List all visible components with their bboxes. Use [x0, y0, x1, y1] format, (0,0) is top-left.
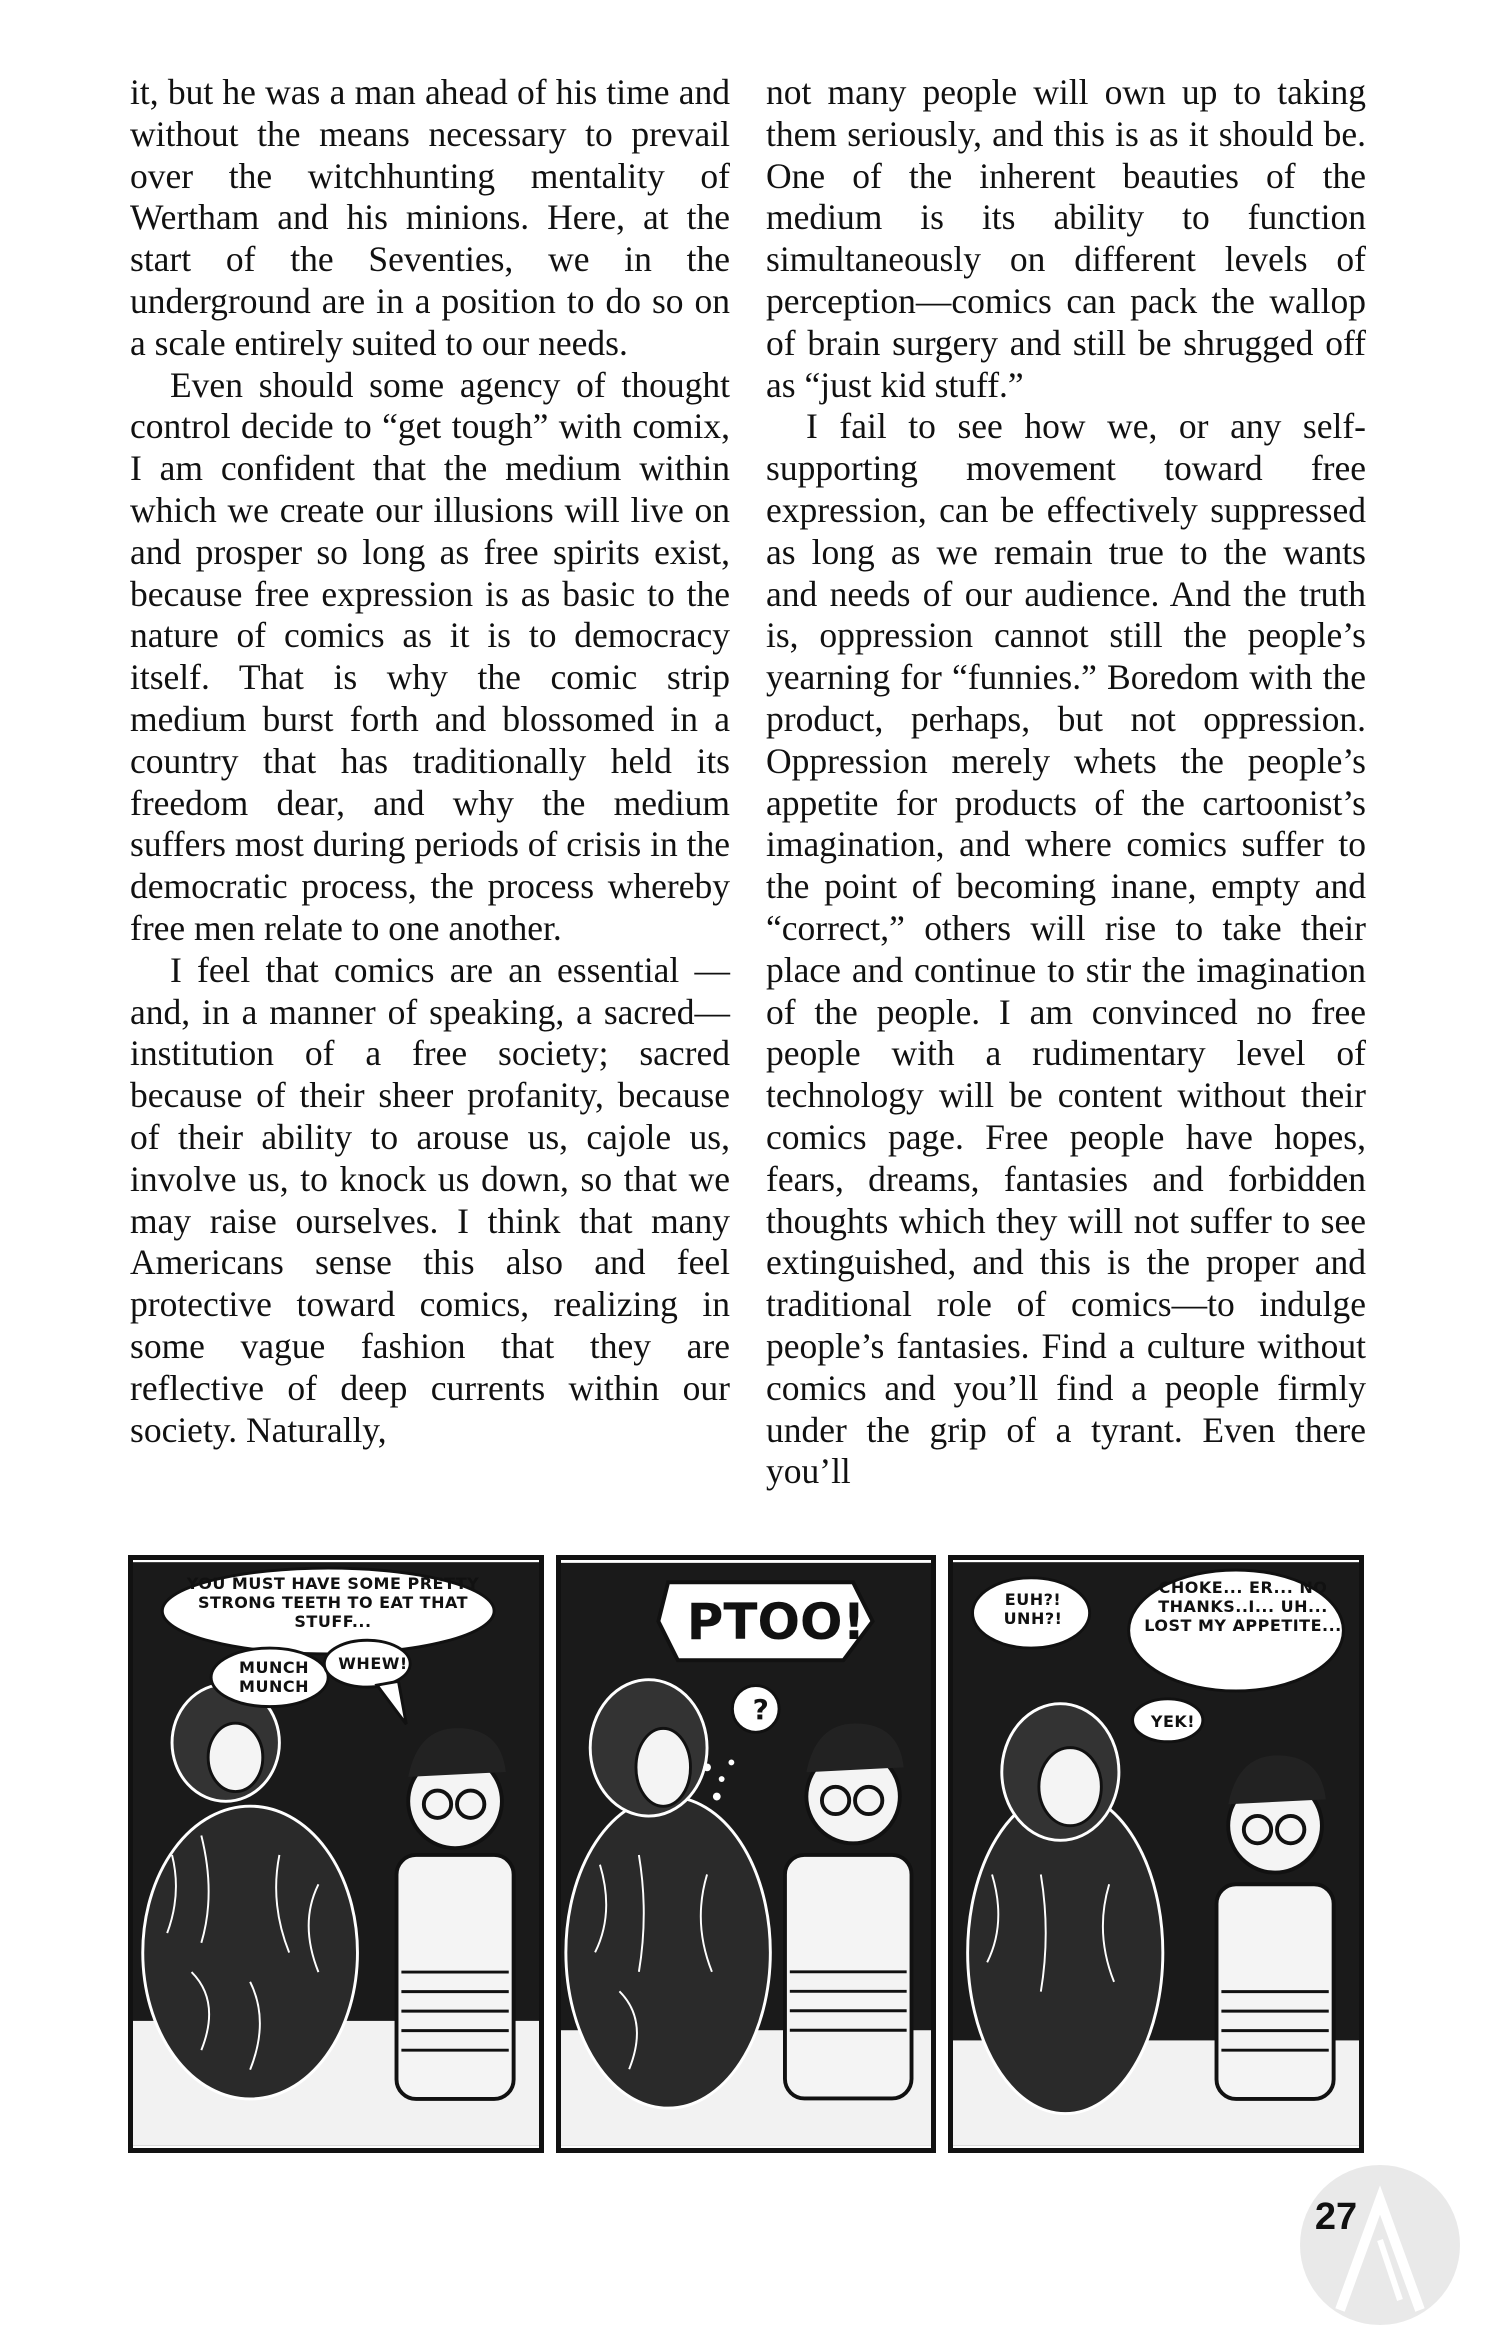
speech-balloon: YOU MUST HAVE SOME PRETTY STRONG TEETH TO EAT THAT STUFF... [186, 1574, 480, 1631]
text-column-right [766, 72, 1366, 1493]
panel-3-illustration [953, 1560, 1359, 2148]
speech-balloon: YEK! [1150, 1712, 1196, 1731]
paragraph: not many people will own up to taking them seriously, and this is as it should be. One of the inherent beauties of the medium is its ability to function simultaneously on different levels of perception—comics can pack the wallop of brain surgery and still be shrugged off as “just kid stuff.” [766, 72, 1366, 405]
paragraph: it, but he was a man ahead of his time and without the means necessary to prevail over the witchhunting mentality of Wertham and his minions. Here, at the start of the Seventies, we in the underground are in a position to do so on a scale entirely suited to our needs. [130, 72, 730, 363]
speech-balloon: CHOKE... ER... NO THANKS..I... UH... LOST MY APPETITE... [1144, 1578, 1342, 1635]
comic-panel-2 [556, 1555, 936, 2153]
sound-effect-text: MUNCH MUNCH [239, 1658, 309, 1696]
sound-effect-text: PTOO! [686, 1593, 866, 1651]
comic-strip [128, 1555, 1364, 2153]
publisher-logo-watermark [1280, 2160, 1470, 2330]
paragraph: I fail to see how we, or any self-supporting movement toward free expression, can be effectively suppressed as long as we remain true to the wants and needs of our audience. And the truth is, oppression cannot still the people’s yearning for “funnies.” Boredom with the product, perhaps, but not oppression. Oppression merely whets the people’s appetite for products of the cartoonist’s imagination, and where comics suffer to the point of becoming inane, empty and “correct,” others will rise to take their place and continue to stir the imagination of the people. I am convinced no free people with a rudimentary level of technology will be content without their comics page. Free people have hopes, fears, dreams, fantasies and forbidden thoughts which they will not suffer to see extinguished, and this is the proper and traditional role of comics—to indulge people’s fantasies. Find a culture without comics and you’ll find a people firmly under the grip of a tyrant. Even there you’ll [766, 406, 1366, 1492]
text-column-left [130, 72, 730, 1451]
comic-panel-3 [948, 1555, 1364, 2153]
speech-balloon: EUH?! UNH?! [1003, 1590, 1063, 1628]
page-number: 27 [1314, 2196, 1358, 2238]
paragraph: Even should some agency of thought control decide to “get tough” with comix, I am confident that the medium within which we create our illusions will live on and prosper so long as free spirits exist, because free expression is as basic to the nature of comics as it is to democracy itself. That is why the comic strip medium burst forth and blossomed in a country that has traditionally held its freedom dear, and why the medium suffers most during periods of crisis in the democratic process, the process whereby free men relate to one another. [130, 364, 730, 948]
comic-panel-1 [128, 1555, 544, 2153]
speech-balloon: ? [752, 1693, 770, 1726]
speech-balloon: WHEW! [338, 1654, 408, 1673]
panel-1-illustration [133, 1560, 539, 2148]
paragraph: I feel that comics are an essential —and, in a manner of speaking, a sacred—institution of a free society; sacred because of their sheer profanity, because of their ability to arouse us, cajole us, involve us, to knock us down, so that we may raise ourselves. I think that many Americans sense this also and feel protective toward comics, realizing in some vague fashion that they are reflective of deep currents within our society. Naturally, [130, 949, 730, 1450]
